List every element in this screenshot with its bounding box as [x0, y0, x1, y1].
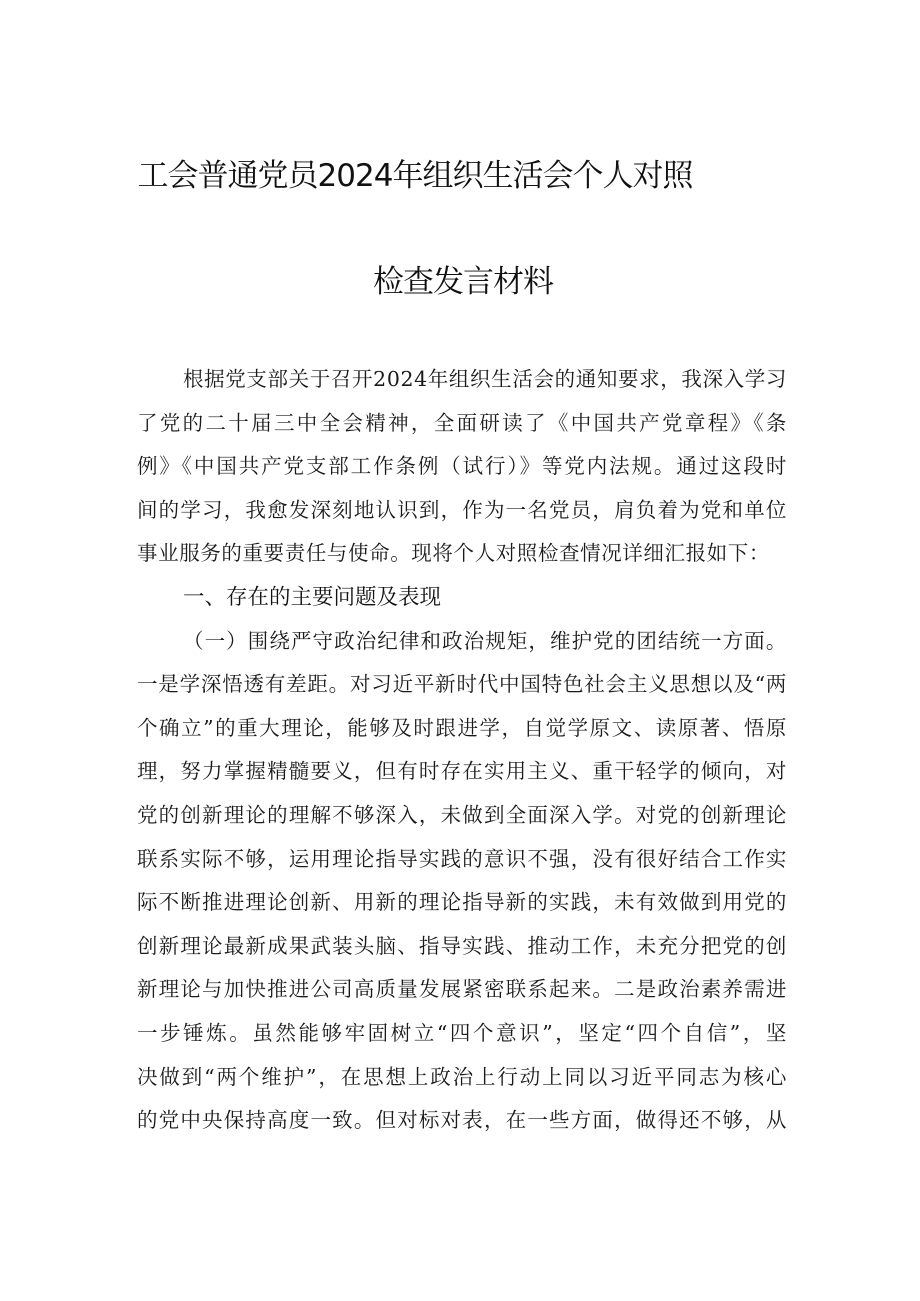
paragraph-1-line: 间的学习，我愈发深刻地认识到，作为一名党员，肩负着为党和单位 [137, 497, 787, 522]
paragraph-2-line: 一是学深悟透有差距。对习近平新时代中国特色社会主义思想以及“两 [137, 672, 787, 697]
paragraph-2-line: 际不断推进理论创新、用新的理论指导新的实践，未有效做到用党的 [137, 890, 787, 915]
paragraph-1-line: 了党的二十届三中全会精神，全面研读了《中国共产党章程》《条 [137, 410, 787, 435]
paragraph-2-line: 决做到“两个维护”，在思想上政治上行动上同以习近平同志为核心 [137, 1064, 787, 1089]
document-body [137, 358, 787, 1143]
paragraph-2-line: 党的创新理论的理解不够深入，未做到全面深入学。对党的创新理论 [137, 802, 787, 827]
paragraph-2-line: 创新理论最新成果武装头脑、指导实践、推动工作，未充分把党的创 [137, 933, 787, 958]
paragraph-2-line: 的党中央保持高度一致。但对标对表，在一些方面，做得还不够，从 [137, 1108, 787, 1133]
paragraph-1-line: 根据党支部关于召开2024年组织生活会的通知要求，我深入学习 [183, 367, 787, 391]
paragraph-1-line: 例》《中国共产党支部工作条例（试行）》等党内法规。通过这段时 [137, 454, 787, 479]
paragraph-2-line: 联系实际不够，运用理论指导实践的意识不强，没有很好结合工作实 [137, 846, 787, 871]
paragraph-2-line: 一步锤炼。虽然能够牢固树立“四个意识”，坚定“四个自信”，坚 [137, 1020, 787, 1045]
paragraph-1-line: 事业服务的重要责任与使命。现将个人对照检查情况详细汇报如下： [137, 541, 770, 566]
paragraph-2-line: 新理论与加快推进公司高质量发展紧密联系起来。二是政治素养需进 [137, 977, 787, 1002]
paragraph-2-line: （一）围绕严守政治纪律和政治规矩，维护党的团结统一方面。 [183, 628, 787, 653]
paragraph-2-line: 理，努力掌握精髓要义，但有时存在实用主义、重干轻学的倾向，对 [137, 759, 787, 784]
document-title-line-2: 检查发言材料 [373, 264, 553, 300]
document-title-line-1: 工会普通党员2024年组织生活会个人对照 [137, 158, 693, 194]
paragraph-2-line: 个确立”的重大理论，能够及时跟进学，自觉学原文、读原著、悟原 [137, 715, 787, 740]
section-heading: 一、存在的主要问题及表现 [183, 584, 442, 610]
